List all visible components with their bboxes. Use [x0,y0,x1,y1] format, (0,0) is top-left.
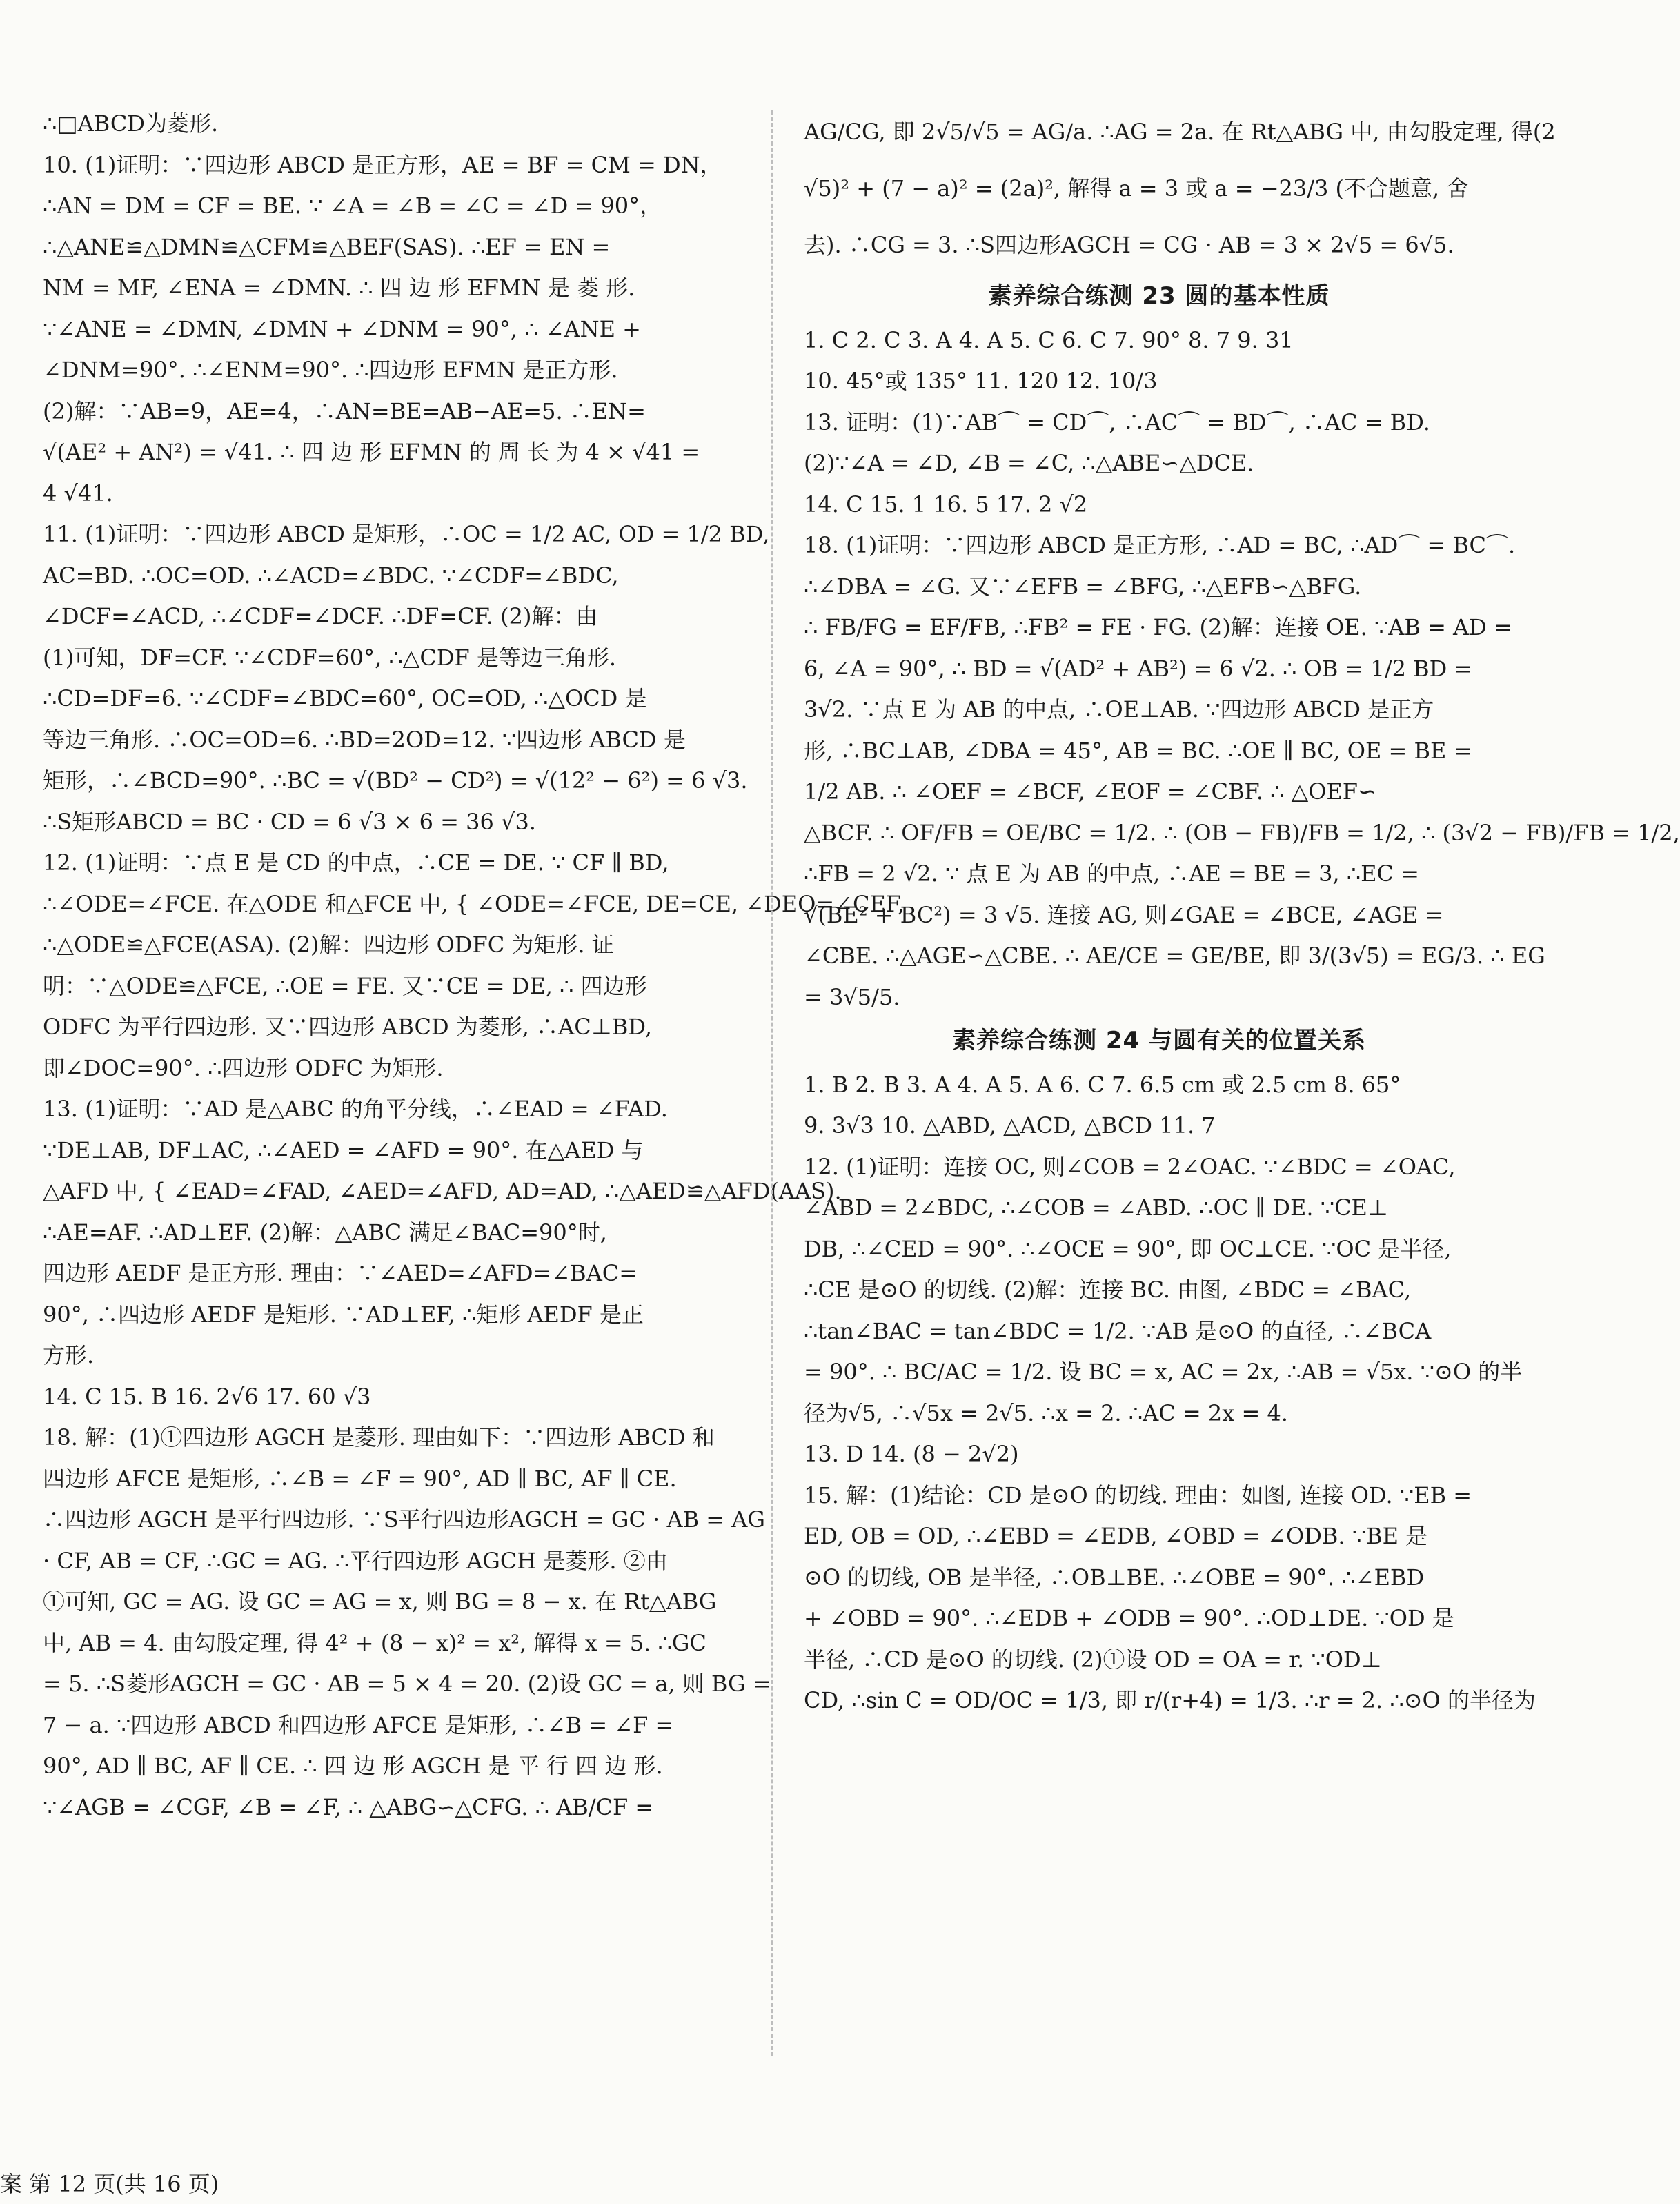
text-line: 1. C 2. C 3. A 4. A 5. C 6. C 7. 90° 8. 7 9. 31 [804,326,1294,353]
text-line: + ∠OBD = 90°. ∴∠EDB + ∠ODB = 90°. ∴OD⊥DE. ∵OD 是 [804,1605,1454,1631]
text-line: 径为√5, ∴√5x = 2√5. ∴x = 2. ∴AC = 2x = 4. [804,1399,1288,1426]
text-line: 13. D 14. (8 − 2√2) [804,1441,1019,1467]
text-line: 10. 45°或 135° 11. 120 12. 10/3 [804,368,1158,394]
text-line: ∴CD=DF=6. ∵∠CDF=∠BDC=60°, OC=OD, ∴△OCD 是 [43,685,647,711]
text-line: 18. (1)证明：∵四边形 ABCD 是正方形, ∴AD = BC, ∴AD⌒ = BC⌒. [804,532,1516,558]
text-line: 去). ∴CG = 3. ∴S四边形AGCH = CG · AB = 3 × 2√5 = 6√5. [804,232,1454,258]
text-line: 四边形 AFCE 是矩形, ∴∠B = ∠F = 90°, AD ∥ BC, AF ∥ CE. [43,1465,677,1492]
text-line: ∴ FB/FG = EF/FB, ∴FB² = FE · FG. (2)解：连接 OE. ∵AB = AD = [804,614,1512,640]
text-line: 12. (1)证明：连接 OC, 则∠COB = 2∠OAC. ∵∠BDC = ∠OAC, [804,1153,1456,1180]
text-line: CD, ∴sin C = OD/OC = 1/3, 即 r/(r+4) = 1/3. ∴r = 2. ∴⊙O 的半径为 [804,1687,1536,1713]
text-line: NM = MF, ∠ENA = ∠DMN. ∴ 四 边 形 EFMN 是 菱 形. [43,275,635,301]
text-line: DB, ∴∠CED = 90°. ∴∠OCE = 90°, 即 OC⊥CE. ∵OC 是半径, [804,1235,1452,1262]
text-line: 四边形 AEDF 是正方形. 理由：∵∠AED=∠AFD=∠BAC= [43,1260,638,1286]
text-line: 15. 解：(1)结论：CD 是⊙O 的切线. 理由：如图, 连接 OD. ∵EB = [804,1482,1472,1508]
text-line: 18. 解：(1)①四边形 AGCH 是菱形. 理由如下：∵四边形 ABCD 和 [43,1424,715,1450]
text-line: 等边三角形. ∴OC=OD=6. ∴BD=2OD=12. ∵四边形 ABCD 是 [43,726,686,753]
text-line: ∴CE 是⊙O 的切线. (2)解：连接 BC. 由图, ∠BDC = ∠BAC, [804,1277,1412,1303]
text-line: ∴△ODE≌△FCE(ASA). (2)解：四边形 ODFC 为矩形. 证 [43,932,614,958]
text-line: 形, ∴BC⊥AB, ∠DBA = 45°, AB = BC. ∴OE ∥ BC, OE = BE = [804,737,1472,764]
text-line: 1. B 2. B 3. A 4. A 5. A 6. C 7. 6.5 cm 或 2.5 cm 8. 65° [804,1071,1401,1098]
section-heading-24: 素养综合练测 24 与圆有关的位置关系 [952,1027,1366,1054]
text-line: √(AE² + AN²) = √41. ∴ 四 边 形 EFMN 的 周 长 为 4 × √41 = [43,439,700,465]
text-line: ①可知, GC = AG. 设 GC = AG = x, 则 BG = 8 − x. 在 Rt△ABG [43,1588,717,1615]
text-line: (2)解：∵AB=9，AE=4，∴AN=BE=AB−AE=5. ∴EN= [43,397,646,424]
text-line: ∴FB = 2 √2. ∵ 点 E 为 AB 的中点, ∴AE = BE = 3, ∴EC = [804,860,1419,887]
text-line: ∵∠ANE = ∠DMN, ∠DMN + ∠DNM = 90°, ∴ ∠ANE + [43,315,641,342]
text-line: △BCF. ∴ OF/FB = OE/BC = 1/2. ∴ (OB − FB)/FB = 1/2, ∴ (3√2 − FB)/FB = 1/2, [804,819,1680,846]
continued-solution [804,104,1556,273]
text-line: 13. (1)证明：∵AD 是△ABC 的角平分线，∴∠EAD = ∠FAD. [43,1096,668,1122]
text-line: 10. (1)证明：∵四边形 ABCD 是正方形，AE = BF = CM = DN， [43,151,722,178]
text-line: AG/CG, 即 2√5/√5 = AG/a. ∴AG = 2a. 在 Rt△ABG 中, 由勾股定理, 得(2 [804,119,1556,145]
text-line: ∴四边形 AGCH 是平行四边形. ∵S平行四边形AGCH = GC · AB = AG [43,1506,765,1533]
text-line: 14. C 15. B 16. 2√6 17. 60 √3 [43,1383,371,1410]
text-line: ∴∠DBA = ∠G. 又∵∠EFB = ∠BFG, ∴△EFB∽△BFG. [804,573,1362,600]
text-line: = 5. ∴S菱形AGCH = GC · AB = 5 × 4 = 20. (2)设 GC = a, 则 BG = [43,1671,771,1697]
text-line: ODFC 为平行四边形. 又∵四边形 ABCD 为菱形, ∴AC⊥BD, [43,1014,653,1040]
text-line: ∴□ABCD为菱形. [43,110,219,137]
text-line: √(BE² + BC²) = 3 √5. 连接 AG, 则∠GAE = ∠BCE, ∠AGE = [804,901,1444,928]
text-line: 11. (1)证明：∵四边形 ABCD 是矩形，∴OC = 1/2 AC, OD = 1/2 BD, [43,521,770,547]
text-line: = 90°. ∴ BC/AC = 1/2. 设 BC = x, AC = 2x, ∴AB = √5x. ∵⊙O 的半 [804,1359,1523,1385]
text-line: 半径, ∴CD 是⊙O 的切线. (2)①设 OD = OA = r. ∵OD⊥ [804,1646,1382,1673]
section-23-answers [804,320,1680,1019]
text-line: 方形. [43,1342,95,1368]
text-line: 90°, AD ∥ BC, AF ∥ CE. ∴ 四 边 形 AGCH 是 平 行 四 边 形. [43,1753,663,1779]
text-line: (1)可知，DF=CF. ∵∠CDF=60°, ∴△CDF 是等边三角形. [43,644,617,671]
text-line: ED, OB = OD, ∴∠EBD = ∠EDB, ∠OBD = ∠ODB. ∵BE 是 [804,1523,1428,1549]
text-line: = 3√5/5. [804,983,900,1010]
text-line: ∵DE⊥AB, DF⊥AC, ∴∠AED = ∠AFD = 90°. 在△AED 与 [43,1137,644,1163]
page-footer: 案 第 12 页(共 16 页) [0,2171,219,2197]
text-line: 6, ∠A = 90°, ∴ BD = √(AD² + AB²) = 6 √2. ∴ OB = 1/2 BD = [804,655,1473,682]
text-line: 13. 证明：(1)∵AB⌒ = CD⌒, ∴AC⌒ = BD⌒, ∴AC = BD. [804,409,1430,435]
text-line: 4 √41. [43,480,113,506]
text-line: ∴△ANE≌△DMN≌△CFM≌△BEF(SAS). ∴EF = EN = [43,233,611,260]
text-line: ∴AE=AF. ∴AD⊥EF. (2)解：△ABC 满足∠BAC=90°时, [43,1219,607,1246]
text-line: △AFD 中, { ∠EAD=∠FAD, ∠AED=∠AFD, AD=AD, ∴△AED≌△AFD(AAS). [43,1178,842,1204]
text-line: 明：∵△ODE≌△FCE, ∴OE = FE. 又∵CE = DE, ∴ 四边形 [43,972,647,999]
text-line: ⊙O 的切线, OB 是半径, ∴OB⊥BE. ∴∠OBE = 90°. ∴∠EBD [804,1564,1425,1591]
text-line: AC=BD. ∴OC=OD. ∴∠ACD=∠BDC. ∵∠CDF=∠BDC, [43,562,619,589]
text-line: ∠ABD = 2∠BDC, ∴∠COB = ∠ABD. ∴OC ∥ DE. ∵CE⊥ [804,1194,1388,1221]
text-line: ∠CBE. ∴△AGE∽△CBE. ∴ AE/CE = GE/BE, 即 3/(3√5) = EG/3. ∴ EG [804,943,1545,969]
text-line: ∠DCF=∠ACD, ∴∠CDF=∠DCF. ∴DF=CF. (2)解：由 [43,603,598,629]
text-line: 14. C 15. 1 16. 5 17. 2 √2 [804,491,1088,518]
text-line: ∴tan∠BAC = tan∠BDC = 1/2. ∵AB 是⊙O 的直径, ∴∠BCA [804,1317,1432,1344]
column-divider [771,110,773,2056]
text-line: · CF, AB = CF, ∴GC = AG. ∴平行四边形 AGCH 是菱形. ②由 [43,1547,668,1574]
text-line: 矩形，∴∠BCD=90°. ∴BC = √(BD² − CD²) = √(12² − 6²) = 6 √3. [43,767,748,794]
text-line: 7 − a. ∵四边形 ABCD 和四边形 AFCE 是矩形, ∴∠B = ∠F = [43,1711,674,1738]
text-line: ∵∠AGB = ∠CGF, ∠B = ∠F, ∴ △ABG∽△CFG. ∴ AB/CF = [43,1793,654,1820]
text-line: ∠DNM=90°. ∴∠ENM=90°. ∴四边形 EFMN 是正方形. [43,357,618,383]
text-line: 即∠DOC=90°. ∴四边形 ODFC 为矩形. [43,1054,444,1081]
text-line: 中, AB = 4. 由勾股定理, 得 4² + (8 − x)² = x², 解得 x = 5. ∴GC [43,1629,706,1656]
text-line: 90°, ∴四边形 AEDF 是矩形. ∵AD⊥EF, ∴矩形 AEDF 是正 [43,1301,644,1328]
section-24-answers [804,1065,1536,1722]
text-line: ∴∠ODE=∠FCE. 在△ODE 和△FCE 中, { ∠ODE=∠FCE, DE=CE, ∠DEO=∠CEF, [43,890,905,917]
text-line: 3√2. ∵点 E 为 AB 的中点, ∴OE⊥AB. ∵四边形 ABCD 是正方 [804,696,1434,722]
text-line: ∴S矩形ABCD = BC · CD = 6 √3 × 6 = 36 √3. [43,808,536,835]
text-line: 1/2 AB. ∴ ∠OEF = ∠BCF, ∠EOF = ∠CBF. ∴ △OEF∽ [804,778,1376,805]
right-column [804,104,1680,1722]
text-line: √5)² + (7 − a)² = (2a)², 解得 a = 3 或 a = −23/3 (不合题意, 舍 [804,175,1469,201]
text-line: (2)∵∠A = ∠D, ∠B = ∠C, ∴△ABE∽△DCE. [804,450,1254,476]
text-line: ∴AN = DM = CF = BE. ∵ ∠A = ∠B = ∠C = ∠D = 90°， [43,193,662,219]
section-heading-23: 素养综合练测 23 圆的基本性质 [988,282,1330,310]
text-line: 12. (1)证明：∵点 E 是 CD 的中点，∴CE = DE. ∵ CF ∥ BD, [43,849,669,876]
text-line: 9. 3√3 10. △ABD, △ACD, △BCD 11. 7 [804,1112,1216,1139]
